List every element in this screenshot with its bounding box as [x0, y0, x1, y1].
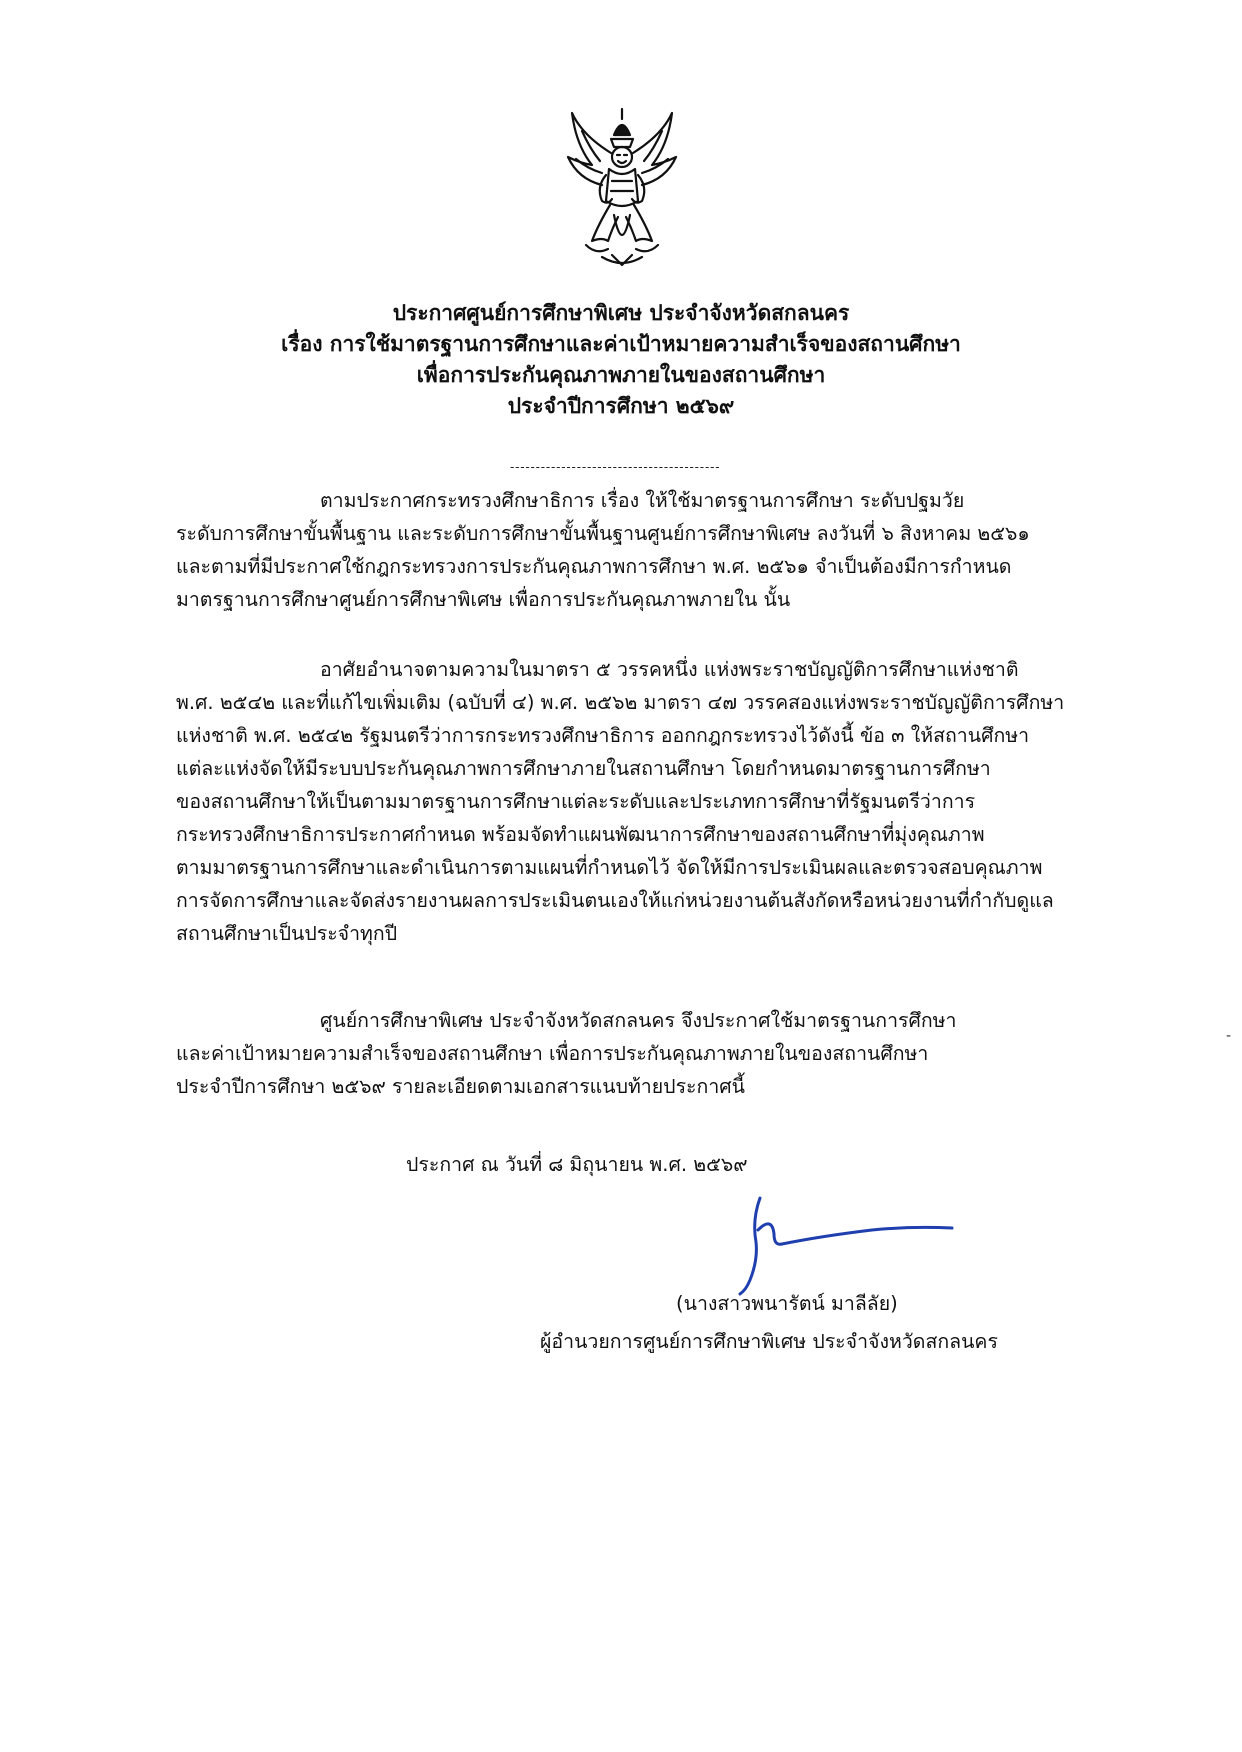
text-line: มาตรฐานการศึกษาศูนย์การศึกษาพิเศษ เพื่อการประกันคุณภาพภายใน นั้น: [176, 588, 791, 611]
text-line: และตามที่มีประกาศใช้กฎกระทรวงการประกันคุณภาพการศึกษา พ.ศ. ๒๕๖๑ จำเป็นต้องมีการกำหนด: [176, 555, 1012, 578]
text-line: ระดับการศึกษาขั้นพื้นฐาน และระดับการศึกษาขั้นพื้นฐานศูนย์การศึกษาพิเศษ ลงวันที่ ๖ สิงหาคม ๒๕๖๑: [176, 522, 1030, 545]
signer-name: (นางสาวพนารัตน์ มาลีลัย): [676, 1292, 898, 1315]
text-line: ประจำปีการศึกษา ๒๕๖๙ รายละเอียดตามเอกสารแนบท้ายประกาศนี้: [176, 1075, 745, 1098]
body-paragraph-2: [176, 653, 1128, 950]
body-paragraph-1: [176, 484, 1128, 616]
title-line: ประกาศศูนย์การศึกษาพิเศษ ประจำจังหวัดสกลนคร: [392, 301, 850, 325]
text-line: ของสถานศึกษาให้เป็นตามมาตรฐานการศึกษาแต่ละระดับและประเภทการศึกษาที่รัฐมนตรีว่าการ: [176, 790, 976, 813]
text-line: แต่ละแห่งจัดให้มีระบบประกันคุณภาพการศึกษาภายในสถานศึกษา โดยกำหนดมาตรฐานการศึกษา: [176, 757, 991, 780]
title-line: เพื่อการประกันคุณภาพภายในของสถานศึกษา: [416, 363, 826, 387]
title-divider: -----------------------------------------: [510, 460, 721, 474]
text-line: พ.ศ. ๒๕๔๒ และที่แก้ไขเพิ่มเติม (ฉบับที่ ๔) พ.ศ. ๒๕๖๒ มาตรา ๔๗ วรรคสองแห่งพระราชบัญญัติการศึกษา: [176, 691, 1065, 714]
handwritten-signature: [712, 1190, 962, 1300]
announcement-date: ประกาศ ณ วันที่ ๘ มิถุนายน พ.ศ. ๒๕๖๙: [406, 1153, 748, 1176]
garuda-emblem-icon: [562, 105, 682, 270]
body-paragraph-3: [176, 1004, 1128, 1103]
text-line: และค่าเป้าหมายความสำเร็จของสถานศึกษา เพื่อการประกันคุณภาพภายในของสถานศึกษา: [176, 1042, 929, 1065]
text-line: สถานศึกษาเป็นประจำทุกปี: [176, 922, 398, 945]
text-line: อาศัยอำนาจตามความในมาตรา ๕ วรรคหนึ่ง แห่งพระราชบัญญัติการศึกษาแห่งชาติ: [320, 658, 1019, 681]
signer-position: ผู้อำนวยการศูนย์การศึกษาพิเศษ ประจำจังหวัดสกลนคร: [540, 1330, 998, 1353]
text-line: ตามประกาศกระทรวงศึกษาธิการ เรื่อง ให้ใช้มาตรฐานการศึกษา ระดับปฐมวัย: [320, 489, 965, 512]
text-line: ตามมาตรฐานการศึกษาและดำเนินการตามแผนที่กำหนดไว้ จัดให้มีการประเมินผลและตรวจสอบคุณภาพ: [176, 856, 1043, 879]
announcement-title: [171, 298, 1071, 422]
text-line: การจัดการศึกษาและจัดส่งรายงานผลการประเมินตนเองให้แก่หน่วยงานต้นสังกัดหรือหน่วยงานที่กำกับดูแล: [176, 889, 1054, 912]
text-line: กระทรวงศึกษาธิการประกาศกำหนด พร้อมจัดทำแผนพัฒนาการศึกษาของสถานศึกษาที่มุ่งคุณภาพ: [176, 823, 985, 846]
text-line: แห่งชาติ พ.ศ. ๒๕๔๒ รัฐมนตรีว่าการกระทรวงศึกษาธิการ ออกกฎกระทรวงไว้ดังนี้ ข้อ ๓ ให้สถานศึกษา: [176, 724, 1030, 747]
title-line: เรื่อง การใช้มาตรฐานการศึกษาและค่าเป้าหมายความสำเร็จของสถานศึกษา: [281, 332, 961, 356]
text-line: ศูนย์การศึกษาพิเศษ ประจำจังหวัดสกลนคร จึงประกาศใช้มาตรฐานการศึกษา: [320, 1009, 957, 1032]
scan-margin-mark: -: [1226, 1028, 1232, 1044]
title-line: ประจำปีการศึกษา ๒๕๖๙: [507, 394, 735, 418]
